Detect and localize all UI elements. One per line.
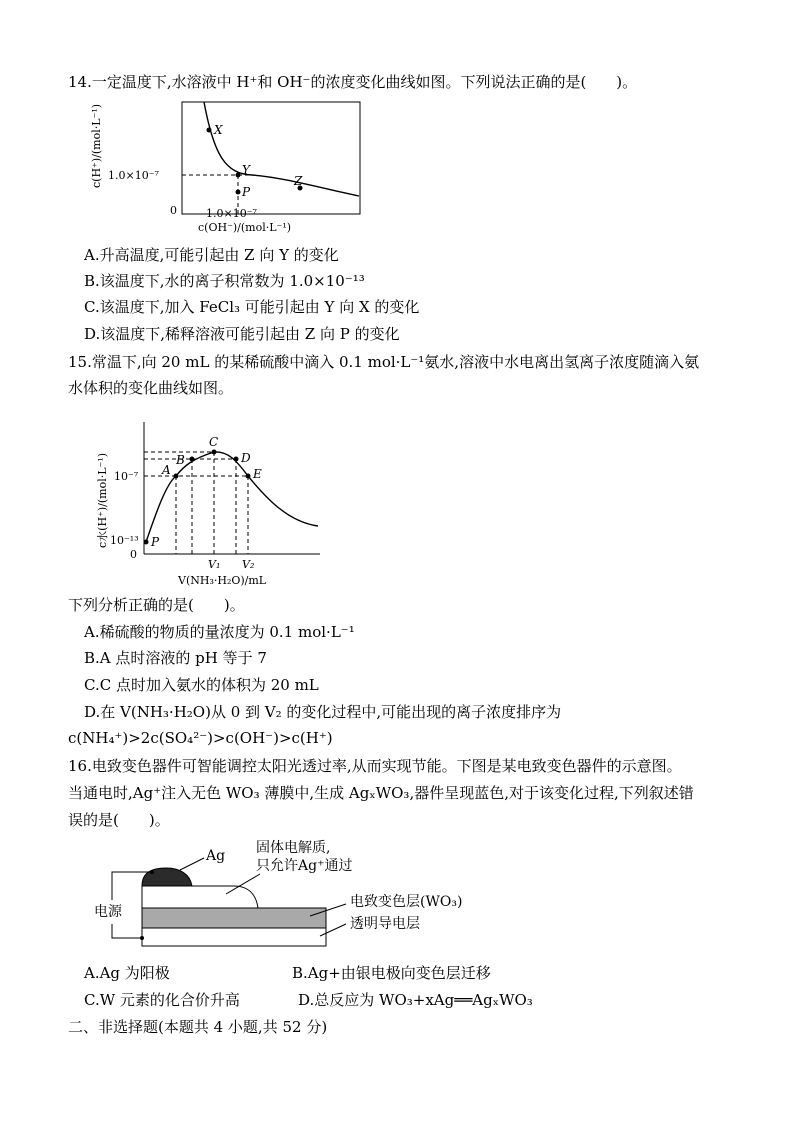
wire-node-bottom <box>140 936 144 940</box>
q15-figure <box>88 418 328 590</box>
q15-label-d: D <box>241 451 251 465</box>
wire-bottom <box>112 924 142 938</box>
q16-option-b: B.Ag+由银电极向变色层迁移 <box>292 964 491 982</box>
q14-y-tick: 1.0×10⁻⁷ <box>108 169 159 182</box>
power-source-label: 电源 <box>94 904 122 920</box>
q15-label-c: C <box>209 435 219 449</box>
conductive-layer <box>142 928 326 946</box>
q15-option-c: C.C 点时加入氨水的体积为 20 mL <box>84 676 319 694</box>
ag-leader <box>180 858 204 870</box>
q15-stem-line2: 水体积的变化曲线如图。 <box>68 379 234 397</box>
q14-point-y <box>236 173 241 178</box>
ag-electrode <box>142 868 192 886</box>
q14-option-b: B.该温度下,水的离子积常数为 1.0×10⁻¹³ <box>84 272 365 290</box>
q14-curve <box>204 102 359 196</box>
q14-option-c: C.该温度下,加入 FeCl₃ 可能引起由 Y 向 X 的变化 <box>84 298 420 316</box>
q15-point-d <box>234 457 239 462</box>
q15-y-tick-upper: 10⁻⁷ <box>114 470 139 483</box>
q15-ylabel: c水(H⁺)/(mol·L⁻¹) <box>96 452 109 548</box>
q14-point-p <box>236 190 241 195</box>
q16-option-d: D.总反应为 WO₃+xAg══AgₓWO₃ <box>298 991 533 1009</box>
q15-xlabel: V(NH₃·H₂O)/mL <box>178 574 267 587</box>
q14-figure <box>76 96 376 242</box>
q15-y-tick-lower: 10⁻¹³ <box>110 534 139 547</box>
q16-option-a: A.Ag 为阳极 <box>84 964 170 982</box>
q15-point-e <box>246 474 251 479</box>
q15-x-tick-1: V₁ <box>208 558 221 571</box>
electrolyte-label-2: 只允许Ag⁺通过 <box>256 858 353 874</box>
q14-point-x <box>207 128 212 133</box>
q15-stem-line1: 15.常温下,向 20 mL 的某稀硫酸中滴入 0.1 mol·L⁻¹氨水,溶液中水电离出氢离子浓度随滴入氨 <box>68 353 700 371</box>
q14-option-a: A.升高温度,可能引起由 Z 向 Y 的变化 <box>84 246 339 264</box>
q14-label-z: Z <box>294 174 303 188</box>
q15-option-a: A.稀硫酸的物质的量浓度为 0.1 mol·L⁻¹ <box>84 623 355 641</box>
solid-electrolyte <box>142 886 258 908</box>
wo3-layer-label: 电致变色层(WO₃) <box>350 894 463 910</box>
q15-point-b <box>190 457 195 462</box>
q15-label-e: E <box>253 467 262 481</box>
q15-curve <box>146 452 318 542</box>
q15-x-tick-2: V₂ <box>242 558 255 571</box>
q15-point-a <box>174 474 179 479</box>
q15-origin: 0 <box>130 548 137 561</box>
wo3-layer <box>142 908 326 928</box>
q15-option-b: B.A 点时溶液的 pH 等于 7 <box>84 649 267 667</box>
q14-stem: 14.一定温度下,水溶液中 H⁺和 OH⁻的浓度变化曲线如图。下列说法正确的是( )。 <box>68 73 638 91</box>
q15-label-b: B <box>176 453 185 467</box>
q14-plot-frame <box>182 102 360 214</box>
q14-label-x: X <box>214 123 223 137</box>
q14-xlabel: c(OH⁻)/(mol·L⁻¹) <box>198 221 292 234</box>
q14-option-d: D.该温度下,稀释溶液可能引起由 Z 向 P 的变化 <box>84 325 400 343</box>
wire-node-top <box>150 870 154 874</box>
q16-stem-line3: 误的是( )。 <box>68 811 170 829</box>
q14-ylabel: c(H⁺)/(mol·L⁻¹) <box>90 103 103 188</box>
q15-option-d-cont: c(NH₄⁺)>2c(SO₄²⁻)>c(OH⁻)>c(H⁺) <box>68 729 333 747</box>
q16-option-c: C.W 元素的化合价升高 <box>84 991 240 1009</box>
ag-label: Ag <box>206 848 226 864</box>
q14-label-y: Y <box>242 163 250 177</box>
q15-lead: 下列分析正确的是( )。 <box>68 596 245 614</box>
q15-point-p <box>144 540 149 545</box>
q16-device-figure <box>88 838 508 952</box>
q14-origin: 0 <box>170 204 177 217</box>
electrolyte-label-1: 固体电解质, <box>256 840 331 856</box>
q16-stem-line1: 16.电致变色器件可智能调控太阳光透过率,从而实现节能。下图是某电致变色器件的示意图。 <box>68 757 682 775</box>
q15-point-c <box>212 450 217 455</box>
q15-label-a: A <box>162 463 171 477</box>
q15-option-d: D.在 V(NH₃·H₂O)从 0 到 V₂ 的变化过程中,可能出现的离子浓度排序为 <box>84 703 562 721</box>
q15-label-p: P <box>151 535 160 549</box>
q14-x-tick: 1.0×10⁻⁷ <box>206 207 257 220</box>
section-two-heading: 二、非选择题(本题共 4 小题,共 52 分) <box>68 1018 328 1036</box>
q16-stem-line2: 当通电时,Ag⁺注入无色 WO₃ 薄膜中,生成 AgₓWO₃,器件呈现蓝色,对于该变化过程,下列叙述错 <box>68 784 694 802</box>
conductive-layer-label: 透明导电层 <box>350 916 420 932</box>
q14-label-p: P <box>242 185 251 199</box>
